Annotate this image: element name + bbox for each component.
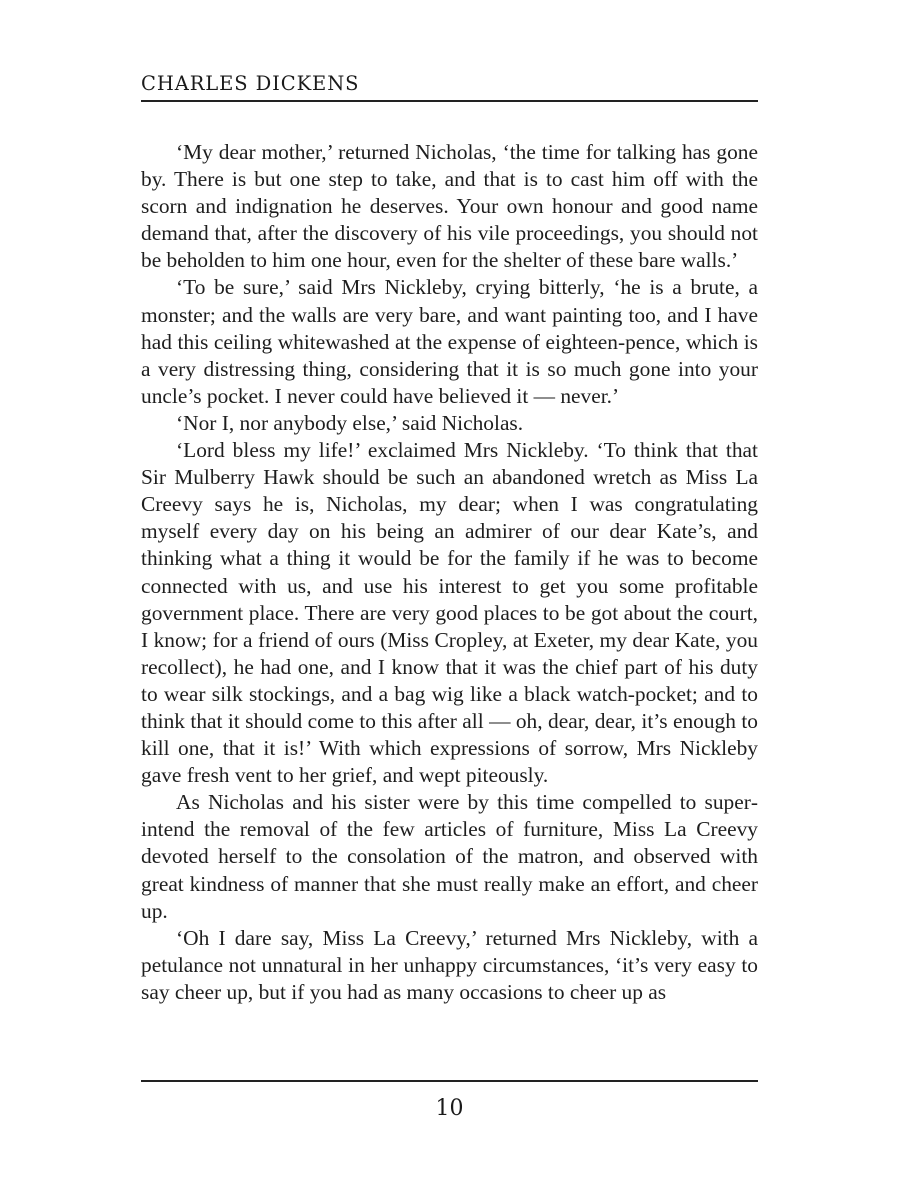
running-head: CHARLES DICKENS bbox=[141, 72, 360, 95]
paragraph: ‘Lord bless my life!’ exclaimed Mrs Nickleby. ‘To think that that Sir Mulberry Hawk should be such an abandoned wretch as Miss La Creevy says he is, Nicholas, my dear; when I was congratulating myself every day on his being an admirer of our dear Kate’s, and thinking what a thing it would be for the family if he was to become connected with us, and use his interest to get you some profitable government place. There are very good places to be got about the court, I know; for a friend of ours (Miss Cropley, at Exeter, my dear Kate, you recollect), he had one, and I know that it was the chief part of his duty to wear silk stockings, and a bag wig like a black watch-pocket; and to think that it should come to this after all — oh, dear, dear, it’s enough to kill one, that it is!’ With which expressions of sorrow, Mrs Nickleby gave fresh vent to her grief, and wept piteously. bbox=[141, 438, 758, 788]
paragraph: ‘Nor I, nor anybody else,’ said Nicholas. bbox=[176, 410, 524, 435]
book-page bbox=[141, 0, 758, 1200]
body-text bbox=[141, 139, 758, 1006]
paragraph: ‘My dear mother,’ returned Nicholas, ‘the time for talking has gone by. There is but one step to take, and that is to cast him off with the scorn and indignation he deserves. Your own honour and good name demand that, after the discovery of his vile proceedings, you should not be beholden to him one hour, even for the shelter of these bare walls.’ bbox=[141, 140, 758, 273]
page-number: 10 bbox=[435, 1096, 464, 1121]
paragraph: As Nicholas and his sister were by this time compelled to superintend the removal of the few articles of furniture, Miss La Creevy devoted herself to the consolation of the matron, and observed with great kindness of manner that she must really make an effort, and cheer up. bbox=[141, 790, 758, 923]
paragraph: ‘To be sure,’ said Mrs Nickleby, crying bitterly, ‘he is a brute, a monster; and the walls are very bare, and want painting too, and I have had this ceiling whitewashed at the expense of eighteen-pence, which is a very distressing thing, considering that it is so much gone into your uncle’s pocket. I never could have believed it — never.’ bbox=[141, 275, 758, 408]
header-rule bbox=[141, 100, 758, 102]
footer-rule bbox=[141, 1080, 758, 1082]
paragraph: ‘Oh I dare say, Miss La Creevy,’ returned Mrs Nickleby, with a petulance not unnatural in her unhappy circumstances, ‘it’s very easy to say cheer up, but if you had as many occasions to cheer up as bbox=[141, 925, 758, 1004]
